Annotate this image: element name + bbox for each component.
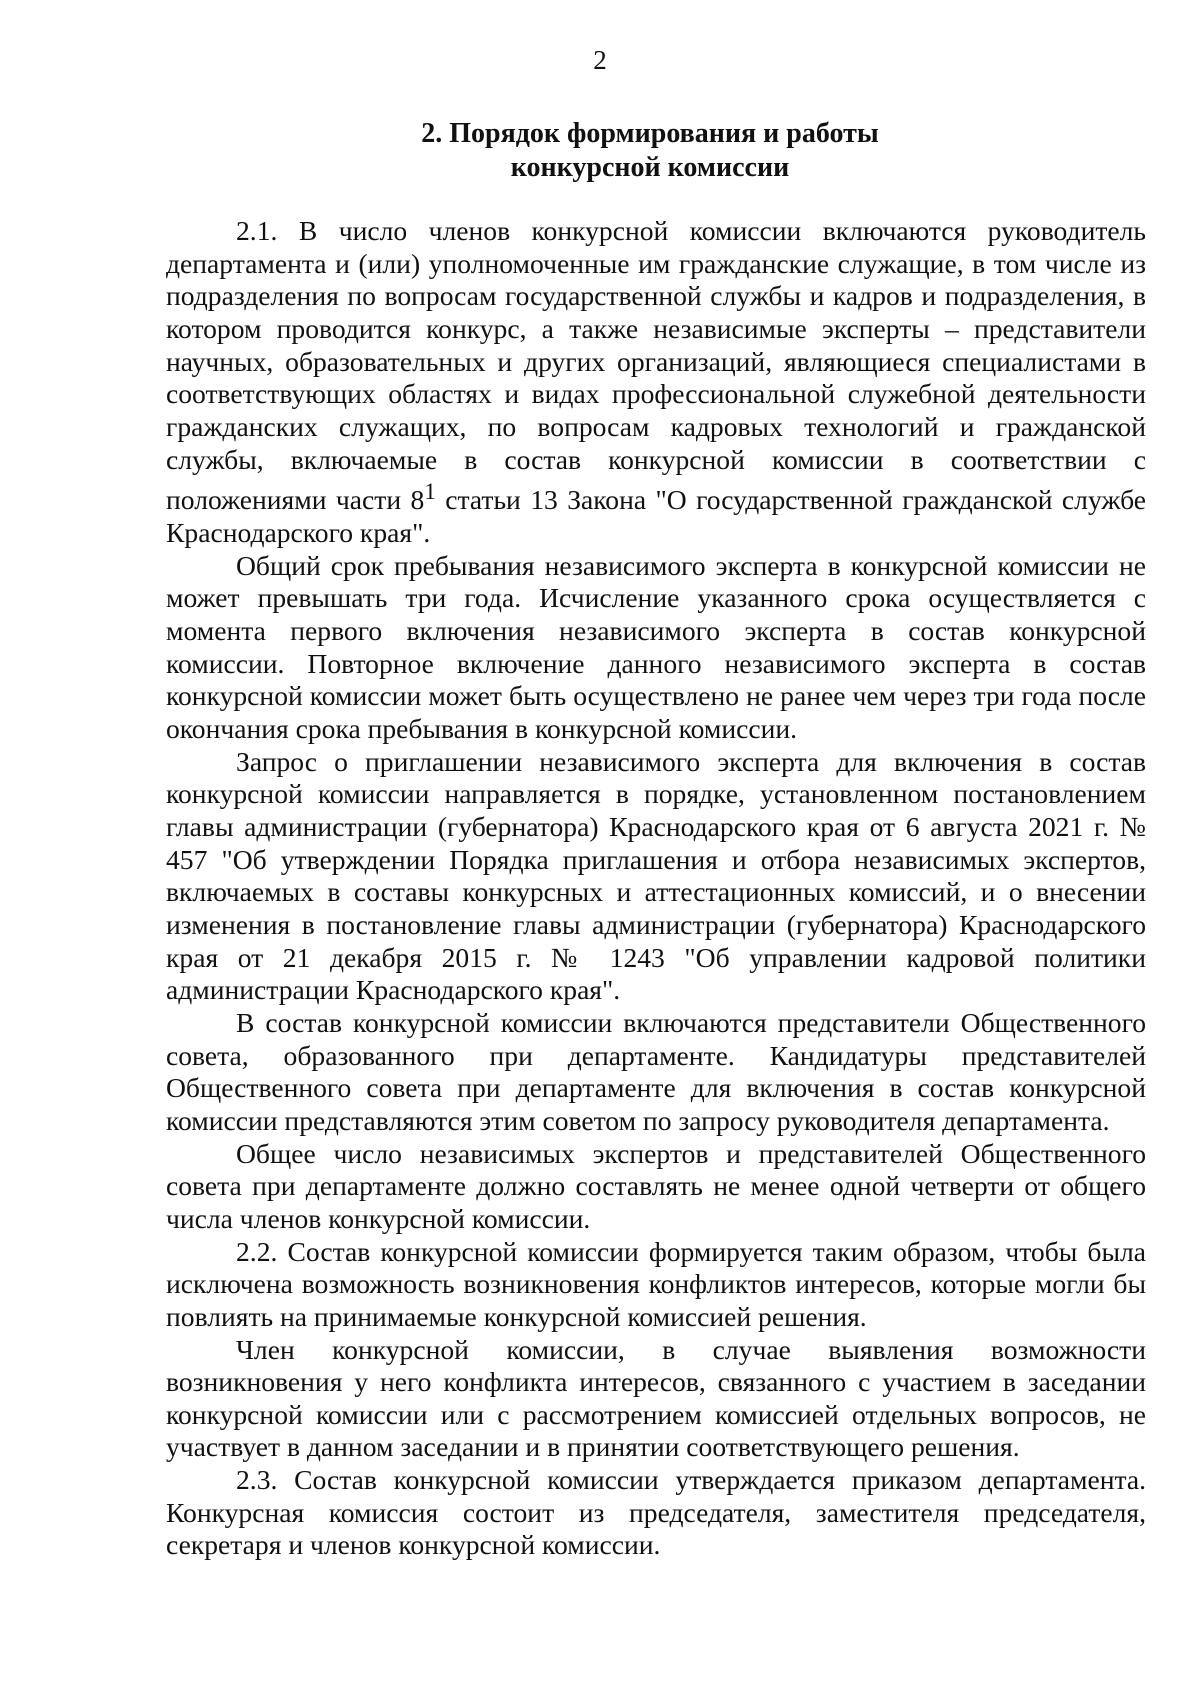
paragraph-2-1-text: 2.1. В число членов конкурсной комиссии включаются руководитель департамента и (или) уполномоченные им гражданские служащие, в том числе из подразделения по вопросам государственной службы и кадров и подразделения, в котором проводится конкурс, а также независимые эксперты – представители научных, образовательных и других организаций, являющиеся специалистами в соответствующих областях и видах профессиональной служебной деятельности гражданских служащих, по вопросам кадровых технологий и гражданской службы, включаемые в состав конкурсной комиссии в соответствии с положениями части 8 — [166, 215, 1146, 516]
superscript-1: 1 — [424, 479, 436, 505]
section-heading — [250, 117, 1050, 185]
section-heading-line-1: 2. Порядок формирования и работы — [421, 118, 879, 149]
paragraph-2-3: 2.3. Состав конкурсной комиссии утверждается приказом департамента. Конкурсная комиссия состоит из председателя, заместителя председателя, секретаря и членов конкурсной комиссии. — [166, 1464, 1146, 1561]
paragraph-2-1 — [166, 215, 1146, 550]
paragraph-expert-term: Общий срок пребывания независимого эксперта в конкурсной комиссии не может превышать три года. Исчисление указанного срока осуществляется с момента первого включения независимого эксперта в состав конкурсной комиссии. Повторное включение данного независимого эксперта в состав конкурсной комиссии может быть осуществлено не ранее чем через три года после окончания срока пребывания в конкурсной комиссии. — [166, 549, 1146, 745]
section-heading-line-2: конкурсной комиссии — [510, 152, 790, 183]
paragraph-expert-invitation: Запрос о приглашении независимого эксперта для включения в состав конкурсной комиссии направляется в порядке, установленном постановлением главы администрации (губернатора) Краснодарского края от 6 августа 2021 г. № 457 "Об утверждении Порядка приглашения и отбора независимых экспертов, включаемых в составы конкурсных и аттестационных комиссий, и о внесении изменения в постановление главы администрации (губернатора) Краснодарского края от 21 декабря 2015 г. № 1243 "Об управлении кадровой политики администрации Краснодарского края". — [166, 745, 1146, 1006]
document-body — [166, 215, 1146, 1562]
paragraph-quarter-rule: Общее число независимых экспертов и представителей Общественного совета при департаменте должно составлять не менее одной четверти от общего числа членов конкурсной комиссии. — [166, 1137, 1146, 1234]
paragraph-2-2: 2.2. Состав конкурсной комиссии формируется таким образом, чтобы была исключена возможность возникновения конфликтов интересов, которые могли бы повлиять на принимаемые конкурсной комиссией решения. — [166, 1235, 1146, 1332]
paragraph-public-council: В состав конкурсной комиссии включаются представители Общественного совета, образованного при департаменте. Кандидатуры представителей Общественного совета при департаменте для включения в состав конкурсной комиссии представляются этим советом по запросу руководителя департамента. — [166, 1006, 1146, 1136]
paragraph-2-1-text-end: статьи 13 Закона "О государственной гражданской службе Краснодарского края". — [166, 484, 1146, 549]
page-number: 2 — [593, 45, 607, 75]
paragraph-conflict-of-interest: Член конкурсной комиссии, в случае выявления возможности возникновения у него конфликта интересов, связанного с участием в заседании конкурсной комиссии или с рассмотрением комиссией отдельных вопросов, не участвует в данном заседании и в принятии соответствующего решения. — [166, 1333, 1146, 1463]
